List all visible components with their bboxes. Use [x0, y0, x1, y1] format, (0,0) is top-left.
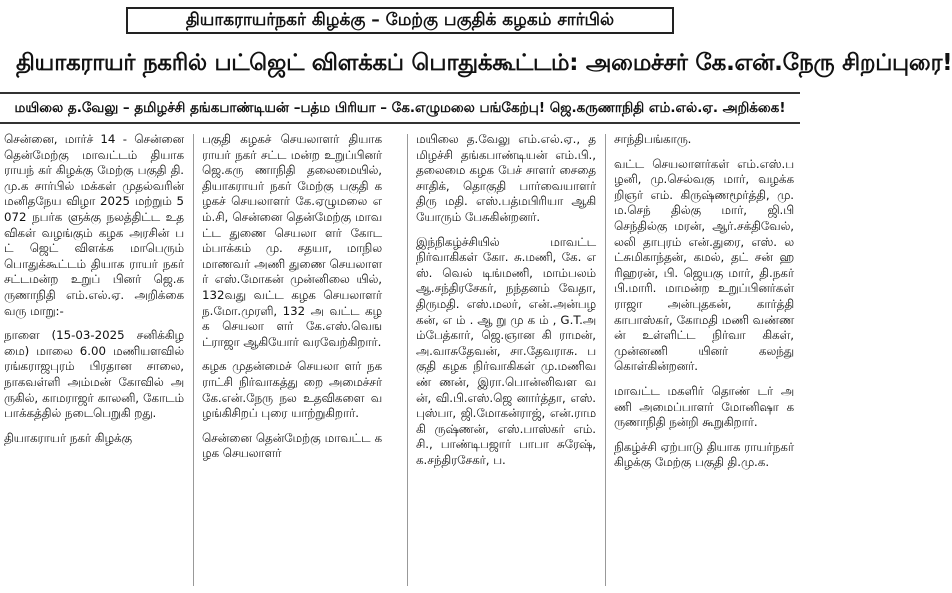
column-3 — [416, 132, 596, 588]
paragraph: சென்னை, மார்ச் 14 - சென்னை தென்மேற்கு மாவட்டம் தியாகராயந் கர் கிழக்கு மேற்கு பகுதி தி.மு.க சார்பில் மக்கள் முதல்வரின் மனிதநேய விழா 2025 மற்றும் 5072 நபர்க ளுக்கு நலத்திட்ட உதவிகள் வழங்கும் கழக அரசின் பட் ஜெட் விளக்க மாபெரும் பொதுக்கூட்டம் தியாக ராயர் நகர் சட்டமன்ற உறுப் பினர் ஜெ.கருணாநிதி எம்.எல்.ஏ. அறிக்கை வரு மாறு:- — [4, 132, 184, 318]
column-divider — [407, 134, 408, 586]
column-1 — [4, 132, 184, 588]
kicker-banner: தியாகராயர்நகர் கிழக்கு – மேற்கு பகுதிக் கழகம் சார்பில் — [126, 7, 674, 34]
article-body — [4, 128, 796, 590]
paragraph: நிகழ்ச்சி ஏற்பாடு தியாக ராயர்நகர் கிழக்கு மேற்கு பகுதி தி.மு.க. — [614, 439, 794, 470]
subheadline: மயிலை த.வேலு – தமிழச்சி தங்கபாண்டியன் –பத்ம பிரியா – கே.எழுமலை பங்கேற்பு! ஜெ.கருணாநிதி எம்.எல்.ஏ. அறிக்கை! — [0, 92, 800, 124]
paragraph: பகுதி கழகச் செயலாளர் தியாகராயர் நகர் சட்ட மன்ற உறுப்பினர் ஜெ.கரு ணாநிதி தலைமையில், தியாகராயர் நகர் மேற்கு பகுதி கழகச் செயலாளர் கே.ஏழுமலை எம்.சி, சென்னை தென்மேற்கு மாவட்ட துணை செயலா ளர் கோடம்பாக்கம் மு. சதயா, மாநில மாணவர் அணி துணை செயலாளர் எஸ்.மோகன் முன்னிலை யில், 132வது வட்ட கழக செயலாளர் ந.மோ.முரளி, 132 அ வட்ட கழக செயலா ளர் கே.எஸ்.வெஙட்ராஜா ஆகியோர் வரவேற்கிறார். — [202, 132, 382, 349]
column-divider — [193, 134, 194, 586]
column-divider — [605, 134, 606, 586]
paragraph: நாளை (15-03-2025 சனிக்கிழமை) மாலை 6.00 மணியளவில் ரங்கராஜபுரம் பிரதான சாலை, நாகவள்ளி அம்மன் கோவில் அருகில், காமராஜர் காலனி, கோடம் பாக்கத்தில் நடைபெறுகி றது. — [4, 328, 184, 421]
paragraph: வட்ட செயலாளர்கள் எம்.எஸ்.பழனி, மு.செல்வகு மார், வழக்கறிஞர் எம். கிருஷ்ணமூர்த்தி, மு.ம.செந் தில்கு மார், ஜி.பி செந்தில்கு மரன், ஆர்.சக்திவேல், லலி தாபுரம் என்.துரை, எஸ். லட்சுமிகாந்தன், கமல், தட் சன் ஹரிஹரன், பி. ஜெயகு மார், தி.நகர் பி.மாரி. மாமன்ற உறுப்பினர்கள் ராஜா அன்புதகன், கார்த்தி காபாஸ்கர், கோமதி மணி வண்ணன் உள்ளிட்ட நிர்வா கிகள், முன்னணி யினர் கலந்து கொள்கின்றனர். — [614, 156, 794, 374]
column-2 — [202, 132, 382, 588]
paragraph: சென்னை தென்மேற்கு மாவட்ட கழக செயலாளர் — [202, 430, 382, 461]
paragraph: மயிலை த.வேலு எம்.எல்.ஏ., தமிழச்சி தங்கபாண்டியன் எம்.பி., தலைமை கழக பேச் சாளர் சைதை சாதிக், தொகுதி பார்வையாளர் திரு மதி. எஸ்.பத்மபிரியா ஆகி யோரும் பேசுகின்றனர். — [416, 132, 596, 224]
paragraph: தியாகராயர் நகர் கிழக்கு — [4, 430, 132, 445]
paragraph: கழக முதன்மைச் செயலா ளர் நகராட்சி நிர்வாகத்து றை அமைச்சர் கே.என்.நேரு நல உதவிகளை வழங்கிசிறப் புரை யாற்றுகிறார். — [202, 359, 382, 421]
headline: தியாகராயர் நகரில் பட்ஜெட் விளக்கப் பொதுக்கூட்டம்: அமைச்சர் கே.என்.நேரு சிறப்புரை! — [16, 50, 952, 76]
paragraph: இந்நிகழ்ச்சியில் மாவட்ட நிர்வாகிகள் கோ. சு.மணி, கே. எஸ். வெல் டிங்மணி, மாம்பலம் ஆ.சந்திரசேகர், நந்தனம் வேதா, திருமதி. எஸ்.மலர், என்.அன்பழகன், எ ம் . ஆ று மு க ம் , G.T.அம்பேத்கார், ஜெ.ஞான கி ராமன், அ.வாசுதேவன், சா.தேவராசு. பகுதி கழக நிர்வாகிகள் மு.மணிவண் ணன், இரா.பொன்னிவள வன், வி.பி.எஸ்.ஜெ னார்த்தா, எஸ்.புஸ்பா, ஜி.மோகன்ராஜ், என்.ராமகி ருஷ்ணன், எஸ்.பாஸ்கர் எம். சி., பாண்டிபஜார் பாபா சுரேஷ், க.சந்திரசேகர், ப. — [416, 234, 596, 467]
paragraph: மாவட்ட மகளிர் தொண் டர் அணி அமைப்பாளர் மோனிஷா கருணாநிதி நன்றி கூறுகிறார். — [614, 383, 794, 430]
paragraph: சாந்திபங்காரு. — [614, 132, 692, 146]
column-4 — [614, 132, 794, 588]
